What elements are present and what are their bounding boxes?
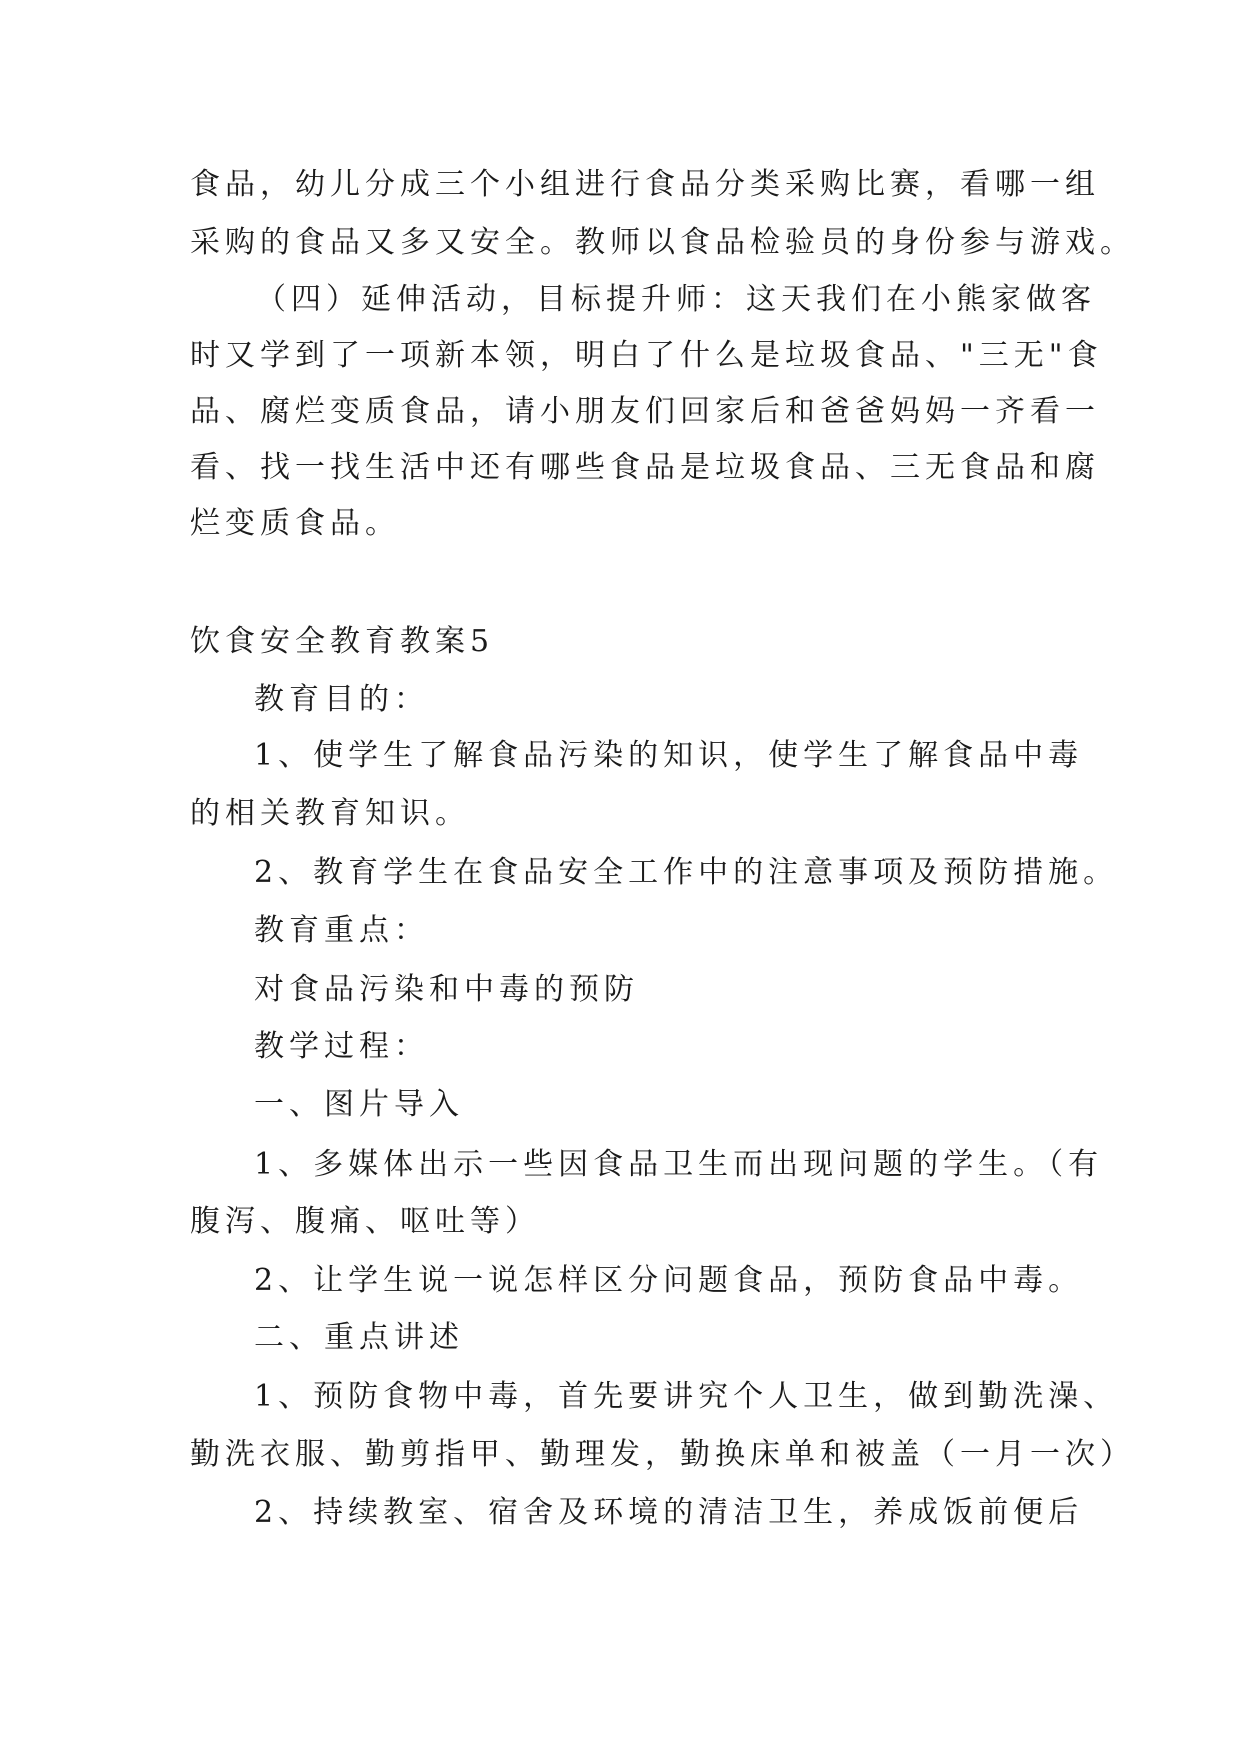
paragraph-line: 1、使学生了解食品污染的知识，使学生了解食品中毒 (254, 738, 1084, 773)
paragraph-line: 对食品污染和中毒的预防 (254, 972, 639, 1007)
paragraph-line: 品、腐烂变质食品，请小朋友们回家后和爸爸妈妈一齐看一 (190, 394, 1100, 429)
heading-line: 教育重点： (254, 913, 429, 948)
paragraph-line: 的相关教育知识。 (190, 796, 470, 831)
heading-line: 教学过程： (254, 1029, 429, 1064)
paragraph-line: 2、教育学生在食品安全工作中的注意事项及预防措施。 (254, 855, 1119, 890)
paragraph-line: 腹泻、腹痛、呕吐等） (190, 1204, 540, 1239)
heading-line: 教育目的： (254, 682, 429, 717)
paragraph-line: 2、让学生说一说怎样区分问题食品，预防食品中毒。 (254, 1263, 1084, 1298)
paragraph-line: （四）延伸活动，目标提升师：这天我们在小熊家做客 (256, 282, 1096, 317)
paragraph-line: 勤洗衣服、勤剪指甲、勤理发，勤换床单和被盖（一月一次） (190, 1437, 1135, 1472)
paragraph-line: 时又学到了一项新本领，明白了什么是垃圾食品、"三无"食 (190, 338, 1103, 373)
heading-line: 一、图片导入 (254, 1087, 464, 1122)
paragraph-line: 2、持续教室、宿舍及环境的清洁卫生，养成饭前便后 (254, 1495, 1084, 1530)
paragraph-line: 采购的食品又多又安全。教师以食品检验员的身份参与游戏。 (190, 225, 1135, 260)
paragraph-line: 1、多媒体出示一些因食品卫生而出现问题的学生。（有 (254, 1147, 1104, 1182)
paragraph-line: 烂变质食品。 (190, 506, 400, 541)
section-title: 饮食安全教育教案5 (190, 624, 495, 659)
paragraph-line: 1、预防食物中毒，首先要讲究个人卫生，做到勤洗澡、 (254, 1379, 1119, 1414)
paragraph-line: 食品，幼儿分成三个小组进行食品分类采购比赛，看哪一组 (190, 167, 1100, 202)
paragraph-line: 看、找一找生活中还有哪些食品是垃圾食品、三无食品和腐 (190, 450, 1100, 485)
heading-line: 二、重点讲述 (254, 1320, 464, 1355)
